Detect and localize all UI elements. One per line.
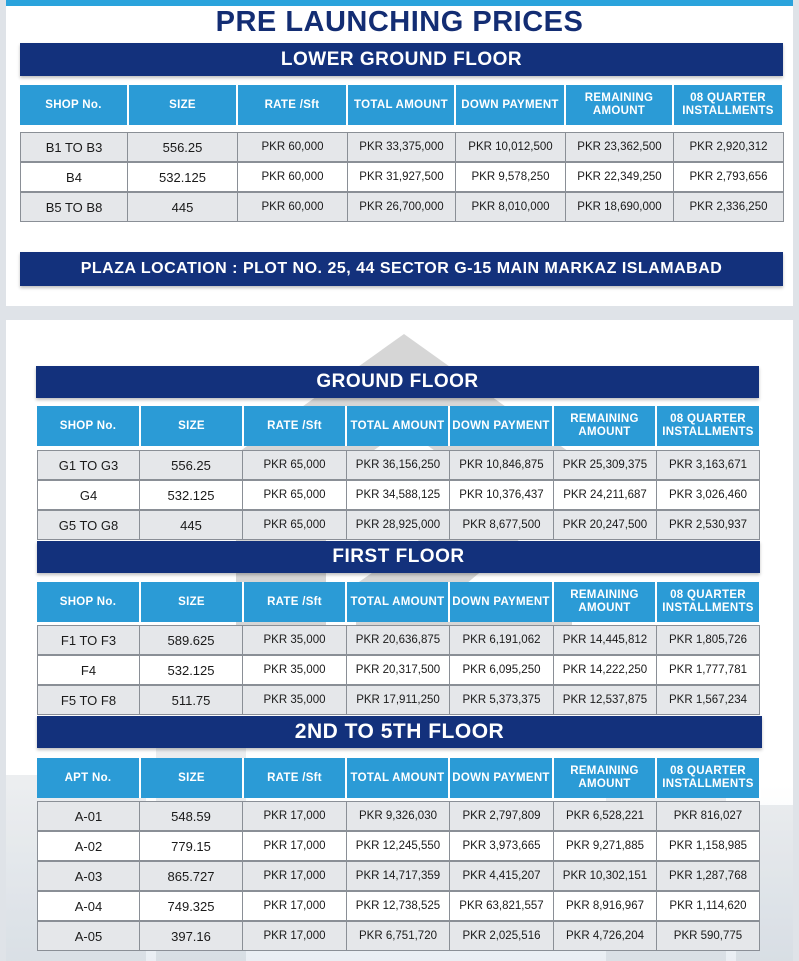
cell-down: PKR 8,677,500	[450, 510, 554, 540]
cell-down: PKR 6,191,062	[450, 625, 554, 655]
table-row	[37, 831, 760, 861]
cell-remaining: PKR 23,362,500	[566, 132, 674, 162]
cell-size: 511.75	[140, 685, 243, 715]
cell-remaining: PKR 6,528,221	[554, 801, 657, 831]
table-row	[37, 801, 760, 831]
header-down: DOWN PAYMENT	[450, 582, 554, 622]
header-remaining: REMAINING AMOUNT	[554, 758, 657, 798]
cell-rate: PKR 60,000	[238, 132, 348, 162]
table-row	[37, 685, 760, 715]
cell-remaining: PKR 25,309,375	[554, 450, 657, 480]
section-banner-2nd-to-5th: 2ND TO 5TH FLOOR	[37, 716, 762, 748]
cell-total: PKR 20,317,500	[347, 655, 450, 685]
cell-remaining: PKR 9,271,885	[554, 831, 657, 861]
cell-quarter: PKR 1,805,726	[657, 625, 760, 655]
cell-remaining: PKR 18,690,000	[566, 192, 674, 222]
cell-remaining: PKR 8,916,967	[554, 891, 657, 921]
cell-rate: PKR 17,000	[243, 921, 347, 951]
table-row	[20, 192, 784, 222]
cell-down: PKR 10,012,500	[456, 132, 566, 162]
cell-quarter: PKR 2,336,250	[674, 192, 784, 222]
cell-rate: PKR 17,000	[243, 861, 347, 891]
section-banner-lower-ground: LOWER GROUND FLOOR	[20, 43, 783, 76]
header-quarter: 08 QUARTER INSTALLMENTS	[657, 406, 761, 446]
cell-quarter: PKR 3,026,460	[657, 480, 760, 510]
cell-unit: A-03	[37, 861, 140, 891]
cell-down: PKR 2,025,516	[450, 921, 554, 951]
header-size: SIZE	[141, 582, 244, 622]
table-row	[37, 861, 760, 891]
page-title: PRE LAUNCHING PRICES	[215, 6, 584, 38]
table-row	[37, 510, 760, 540]
table-row	[20, 162, 784, 192]
cell-remaining: PKR 4,726,204	[554, 921, 657, 951]
cell-rate: PKR 17,000	[243, 891, 347, 921]
cell-unit: B5 TO B8	[20, 192, 128, 222]
cell-down: PKR 10,846,875	[450, 450, 554, 480]
cell-rate: PKR 17,000	[243, 831, 347, 861]
cell-size: 556.25	[140, 450, 243, 480]
cell-size: 548.59	[140, 801, 243, 831]
cell-total: PKR 26,700,000	[348, 192, 456, 222]
cell-down: PKR 63,821,557	[450, 891, 554, 921]
cell-unit: B4	[20, 162, 128, 192]
header-quarter: 08 QUARTER INSTALLMENTS	[657, 582, 761, 622]
cell-rate: PKR 60,000	[238, 162, 348, 192]
cell-size: 749.325	[140, 891, 243, 921]
section-banner-first: FIRST FLOOR	[37, 541, 760, 573]
cell-down: PKR 2,797,809	[450, 801, 554, 831]
cell-unit: F4	[37, 655, 140, 685]
cell-unit: G4	[37, 480, 140, 510]
cell-size: 445	[140, 510, 243, 540]
cell-rate: PKR 65,000	[243, 510, 347, 540]
section-banner-ground: GROUND FLOOR	[36, 366, 759, 398]
location-banner: PLAZA LOCATION : PLOT NO. 25, 44 SECTOR G-15 MAIN MARKAZ ISLAMABAD	[20, 252, 783, 286]
cell-unit: F5 TO F8	[37, 685, 140, 715]
cell-quarter: PKR 2,530,937	[657, 510, 760, 540]
cell-rate: PKR 60,000	[238, 192, 348, 222]
cell-quarter: PKR 1,114,620	[657, 891, 760, 921]
table-row	[37, 480, 760, 510]
header-total: TOTAL AMOUNT	[347, 406, 450, 446]
table-row	[37, 921, 760, 951]
cell-total: PKR 31,927,500	[348, 162, 456, 192]
header-remaining: REMAINING AMOUNT	[554, 582, 657, 622]
cell-size: 445	[128, 192, 238, 222]
cell-quarter: PKR 3,163,671	[657, 450, 760, 480]
header-quarter: 08 QUARTER INSTALLMENTS	[674, 85, 784, 125]
cell-remaining: PKR 20,247,500	[554, 510, 657, 540]
header-rate: RATE /Sft	[244, 758, 347, 798]
cell-quarter: PKR 1,158,985	[657, 831, 760, 861]
cell-quarter: PKR 1,777,781	[657, 655, 760, 685]
cell-size: 532.125	[140, 480, 243, 510]
header-down: DOWN PAYMENT	[450, 406, 554, 446]
cell-total: PKR 36,156,250	[347, 450, 450, 480]
cell-remaining: PKR 12,537,875	[554, 685, 657, 715]
cell-unit: G1 TO G3	[37, 450, 140, 480]
table-header-ground	[37, 406, 761, 446]
cell-quarter: PKR 1,287,768	[657, 861, 760, 891]
header-total: TOTAL AMOUNT	[347, 758, 450, 798]
table-row	[37, 655, 760, 685]
cell-total: PKR 12,245,550	[347, 831, 450, 861]
table-row	[37, 450, 760, 480]
cell-unit: A-02	[37, 831, 140, 861]
table-header-first	[37, 582, 761, 622]
cell-total: PKR 28,925,000	[347, 510, 450, 540]
table-row	[20, 132, 784, 162]
header-shop: SHOP No.	[20, 85, 129, 125]
cell-size: 532.125	[128, 162, 238, 192]
header-down: DOWN PAYMENT	[456, 85, 566, 125]
header-size: SIZE	[141, 406, 244, 446]
header-total: TOTAL AMOUNT	[348, 85, 456, 125]
cell-total: PKR 34,588,125	[347, 480, 450, 510]
cell-quarter: PKR 590,775	[657, 921, 760, 951]
table-row	[37, 891, 760, 921]
cell-down: PKR 8,010,000	[456, 192, 566, 222]
cell-rate: PKR 17,000	[243, 801, 347, 831]
cell-total: PKR 33,375,000	[348, 132, 456, 162]
cell-size: 589.625	[140, 625, 243, 655]
cell-total: PKR 17,911,250	[347, 685, 450, 715]
header-shop: SHOP No.	[37, 406, 141, 446]
cell-rate: PKR 65,000	[243, 450, 347, 480]
header-size: SIZE	[141, 758, 244, 798]
cell-remaining: PKR 10,302,151	[554, 861, 657, 891]
cell-rate: PKR 35,000	[243, 625, 347, 655]
cell-unit: G5 TO G8	[37, 510, 140, 540]
cell-rate: PKR 35,000	[243, 655, 347, 685]
cell-quarter: PKR 2,920,312	[674, 132, 784, 162]
cell-unit: F1 TO F3	[37, 625, 140, 655]
header-total: TOTAL AMOUNT	[347, 582, 450, 622]
cell-unit: A-05	[37, 921, 140, 951]
cell-down: PKR 10,376,437	[450, 480, 554, 510]
cell-remaining: PKR 14,222,250	[554, 655, 657, 685]
cell-total: PKR 6,751,720	[347, 921, 450, 951]
header-rate: RATE /Sft	[244, 406, 347, 446]
cell-down: PKR 9,578,250	[456, 162, 566, 192]
cell-unit: A-01	[37, 801, 140, 831]
cell-rate: PKR 65,000	[243, 480, 347, 510]
cell-total: PKR 12,738,525	[347, 891, 450, 921]
cell-quarter: PKR 2,793,656	[674, 162, 784, 192]
header-shop: SHOP No.	[37, 582, 141, 622]
cell-total: PKR 20,636,875	[347, 625, 450, 655]
table-header-lower-ground	[20, 85, 784, 125]
cell-size: 556.25	[128, 132, 238, 162]
cell-total: PKR 9,326,030	[347, 801, 450, 831]
cell-rate: PKR 35,000	[243, 685, 347, 715]
cell-down: PKR 3,973,665	[450, 831, 554, 861]
table-header-apartments	[37, 758, 761, 798]
cell-quarter: PKR 1,567,234	[657, 685, 760, 715]
header-apt: APT No.	[37, 758, 141, 798]
cell-size: 865.727	[140, 861, 243, 891]
cell-remaining: PKR 22,349,250	[566, 162, 674, 192]
header-rate: RATE /Sft	[244, 582, 347, 622]
cell-remaining: PKR 24,211,687	[554, 480, 657, 510]
cell-size: 532.125	[140, 655, 243, 685]
cell-down: PKR 4,415,207	[450, 861, 554, 891]
cell-quarter: PKR 816,027	[657, 801, 760, 831]
header-size: SIZE	[129, 85, 238, 125]
header-remaining: REMAINING AMOUNT	[554, 406, 657, 446]
header-quarter: 08 QUARTER INSTALLMENTS	[657, 758, 761, 798]
cell-size: 779.15	[140, 831, 243, 861]
cell-down: PKR 6,095,250	[450, 655, 554, 685]
cell-total: PKR 14,717,359	[347, 861, 450, 891]
cell-remaining: PKR 14,445,812	[554, 625, 657, 655]
cell-unit: A-04	[37, 891, 140, 921]
cell-down: PKR 5,373,375	[450, 685, 554, 715]
header-remaining: REMAINING AMOUNT	[566, 85, 674, 125]
table-row	[37, 625, 760, 655]
header-down: DOWN PAYMENT	[450, 758, 554, 798]
header-rate: RATE /Sft	[238, 85, 348, 125]
cell-unit: B1 TO B3	[20, 132, 128, 162]
cell-size: 397.16	[140, 921, 243, 951]
